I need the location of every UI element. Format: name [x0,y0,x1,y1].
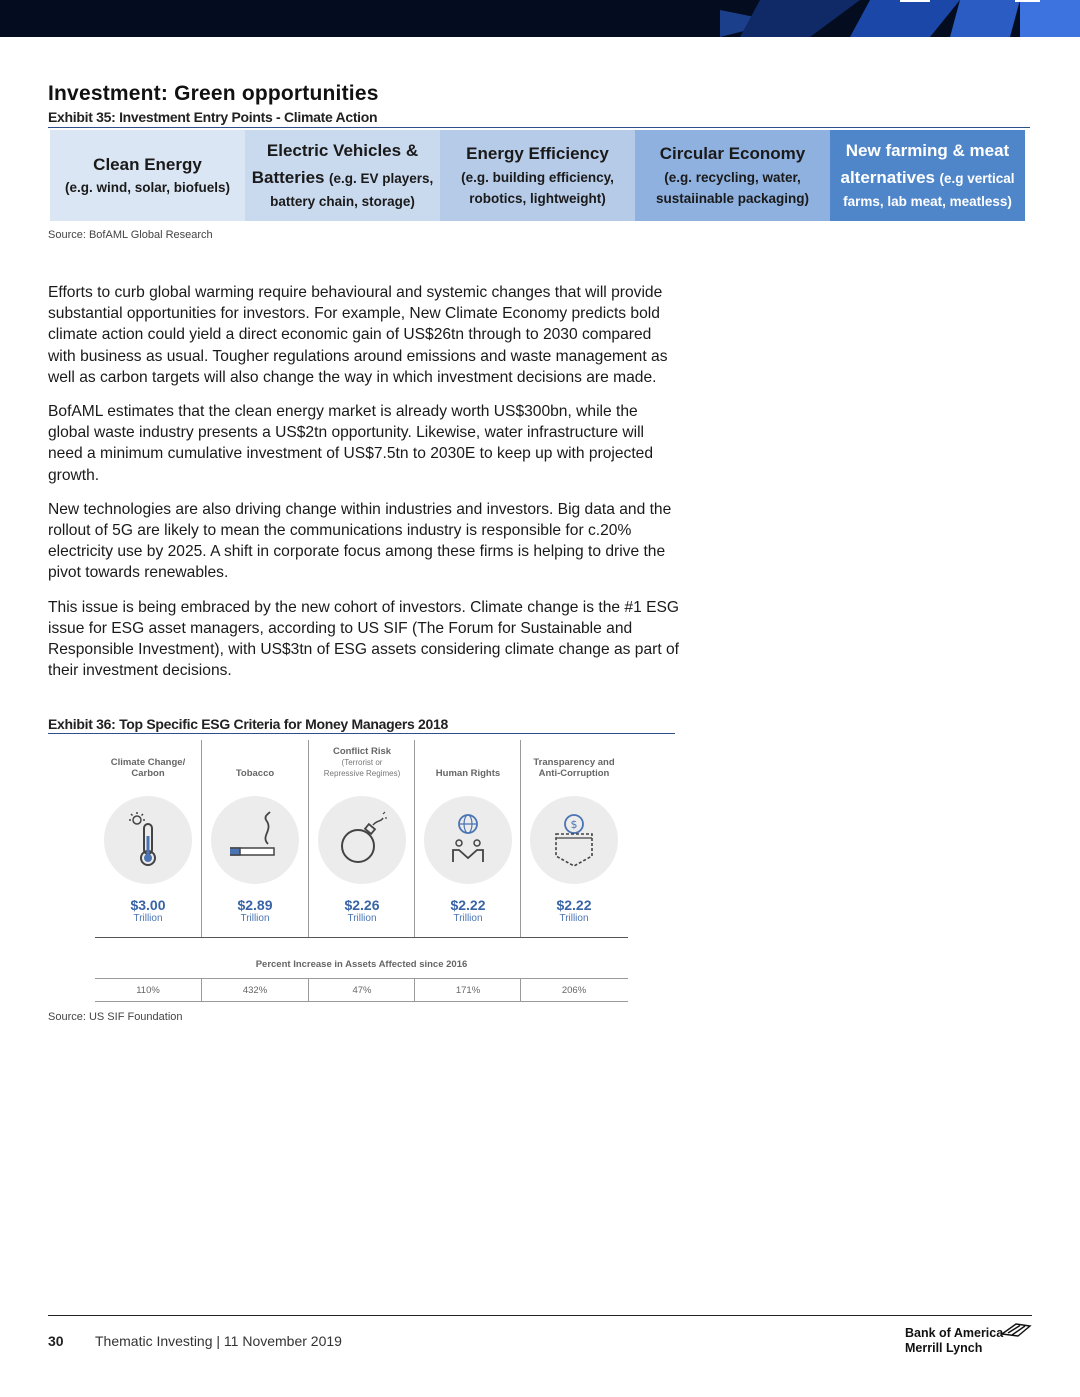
asset-unit: Trillion [347,913,377,924]
banner-decoration-icon [720,0,1080,37]
exhibit-35-title: Exhibit 35: Investment Entry Points - Climate Action [48,109,378,125]
esg-column-human-rights [415,740,521,937]
column-label [309,746,415,779]
logo-line-1: Bank of America [905,1326,1004,1340]
esg-column-climate [95,740,201,937]
exhibit-35-source: Source: BofAML Global Research [48,229,213,241]
asset-unit: Trillion [133,913,163,924]
exhibit-35-rule [48,127,1030,128]
entry-point-ev-batteries [245,130,440,221]
footer-title: Thematic Investing | 11 November 2019 [95,1333,342,1349]
top-banner [0,0,1080,37]
esg-criteria-infographic [95,740,628,1005]
column-label-line1: Conflict Risk [332,746,392,757]
svg-text:$: $ [570,818,578,831]
paragraph-4: This issue is being embraced by the new cohort of investors. Climate change is the #1 ESG issue for ESG asset managers, according to US SIF (The Forum for Sustainable and Responsible Investment), with US$3tn of ESG assets considering climate change as part of their investment decisions. [48,598,679,680]
exhibit-36-rule [48,733,675,734]
column-label-line1: Climate Change/ [110,757,186,768]
entry-point-new-farming [830,130,1025,221]
asset-amount: $3.00 [130,897,166,913]
percent-increase-value: 206% [561,985,587,996]
thermometer-icon [123,810,173,870]
column-label: Human Rights [435,768,501,779]
asset-amount: $2.22 [450,897,486,913]
flag-logo-icon [1000,1322,1032,1338]
entry-point-detail: (e.g. wind, solar, biofuels) [64,180,231,196]
entry-point-clean-energy [50,130,245,221]
table-divider [95,978,628,979]
entry-point-label: Circular Economy [659,144,806,164]
table-divider [95,1001,628,1002]
entry-point-energy-efficiency [440,130,635,221]
percent-increase-value: 110% [136,985,160,996]
asset-unit: Trillion [559,913,589,924]
company-logo [905,1326,1003,1356]
paragraph-2: BofAML estimates that the clean energy market is already worth US$300bn, while the global waste industry presents a US$2tn opportunity. Likewise, water infrastructure will need a minimum cumulative investment of US$7.5tn to 2030E to keep up with projected growth. [48,403,654,484]
entry-point-detail-2: sustaiinable packaging) [655,190,810,206]
percent-increase-value: 432% [242,985,268,996]
entry-point-detail-2: robotics, lightweight) [469,190,606,206]
column-divider [520,740,521,937]
esg-column-tobacco [202,740,308,937]
entry-point-label-2: alternatives [840,167,935,187]
asset-unit: Trillion [240,913,270,924]
entry-point-label: Clean Energy [93,154,202,174]
entry-point-label: Electric Vehicles & [266,141,419,161]
column-divider [308,740,309,937]
entry-point-detail: battery chain, storage) [270,193,415,209]
entry-point-label: Energy Efficiency [466,144,609,164]
column-label [521,757,627,779]
globe-people-icon [443,810,493,870]
entry-point-label-2: Batteries [251,167,325,187]
column-label-line1: Transparency and [533,757,615,768]
footer-rule [48,1315,1032,1316]
column-divider [201,740,202,937]
table-divider [95,937,628,938]
column-sublabel-line2: Repressive Regimes) [323,769,401,778]
entry-point-detail: (e.g. recycling, water, [664,169,801,185]
percent-increase-value: 171% [455,985,481,996]
money-pocket-icon [549,810,599,870]
asset-amount: $2.89 [237,897,273,913]
cigarette-icon [230,810,280,870]
esg-column-transparency [521,740,627,937]
entry-point-detail: (e.g. building efficiency, [461,169,614,185]
column-divider [414,740,415,937]
column-label-line2: Carbon [131,768,165,779]
entry-points-boxes [50,130,1025,221]
exhibit-36-source: Source: US SIF Foundation [48,1011,183,1023]
entry-point-detail: farms, lab meat, meatless) [843,193,1012,209]
bomb-icon [337,810,387,870]
logo-line-2: Merrill Lynch [905,1341,983,1355]
esg-column-conflict [309,740,415,937]
column-label [95,757,201,779]
asset-amount: $2.26 [344,897,380,913]
page-number: 30 [48,1333,64,1349]
asset-amount: $2.22 [556,897,592,913]
column-label-line2: Anti-Corruption [538,768,610,779]
entry-point-detail-inline: (e.g vertical [939,170,1015,186]
body-text [48,282,680,694]
percent-increase-value: 47% [352,985,372,996]
exhibit-36-title: Exhibit 36: Top Specific ESG Criteria for Money Managers 2018 [48,716,449,732]
asset-unit: Trillion [453,913,483,924]
entry-point-circular-economy [635,130,830,221]
percent-increase-title: Percent Increase in Assets Affected since 2016 [255,959,468,970]
entry-point-label: New farming & meat [845,141,1010,161]
page-title: Investment: Green opportunities [48,82,379,105]
column-label: Tobacco [235,768,275,779]
paragraph-3: New technologies are also driving change within industries and investors. Big data and the rollout of 5G are likely to mean the communications industry is responsible for c.20% electricity use by 2025. A shift in corporate focus among these firms is helping to drive the pivot towards renewables. [48,500,672,582]
paragraph-1: Efforts to curb global warming require behavioural and systemic changes that will provide substantial opportunities for investors. For example, New Climate Economy predicts bold climate action could yield a direct economic gain of US$26tn through to 2030 compared with business as usual. Tougher regulations around emissions and waste management as well as carbon targets will also change the way in which investment decisions are made. [48,284,668,386]
entry-point-detail-inline: (e.g. EV players, [328,170,434,186]
column-sublabel-line1: (Terrorist or [341,758,383,767]
